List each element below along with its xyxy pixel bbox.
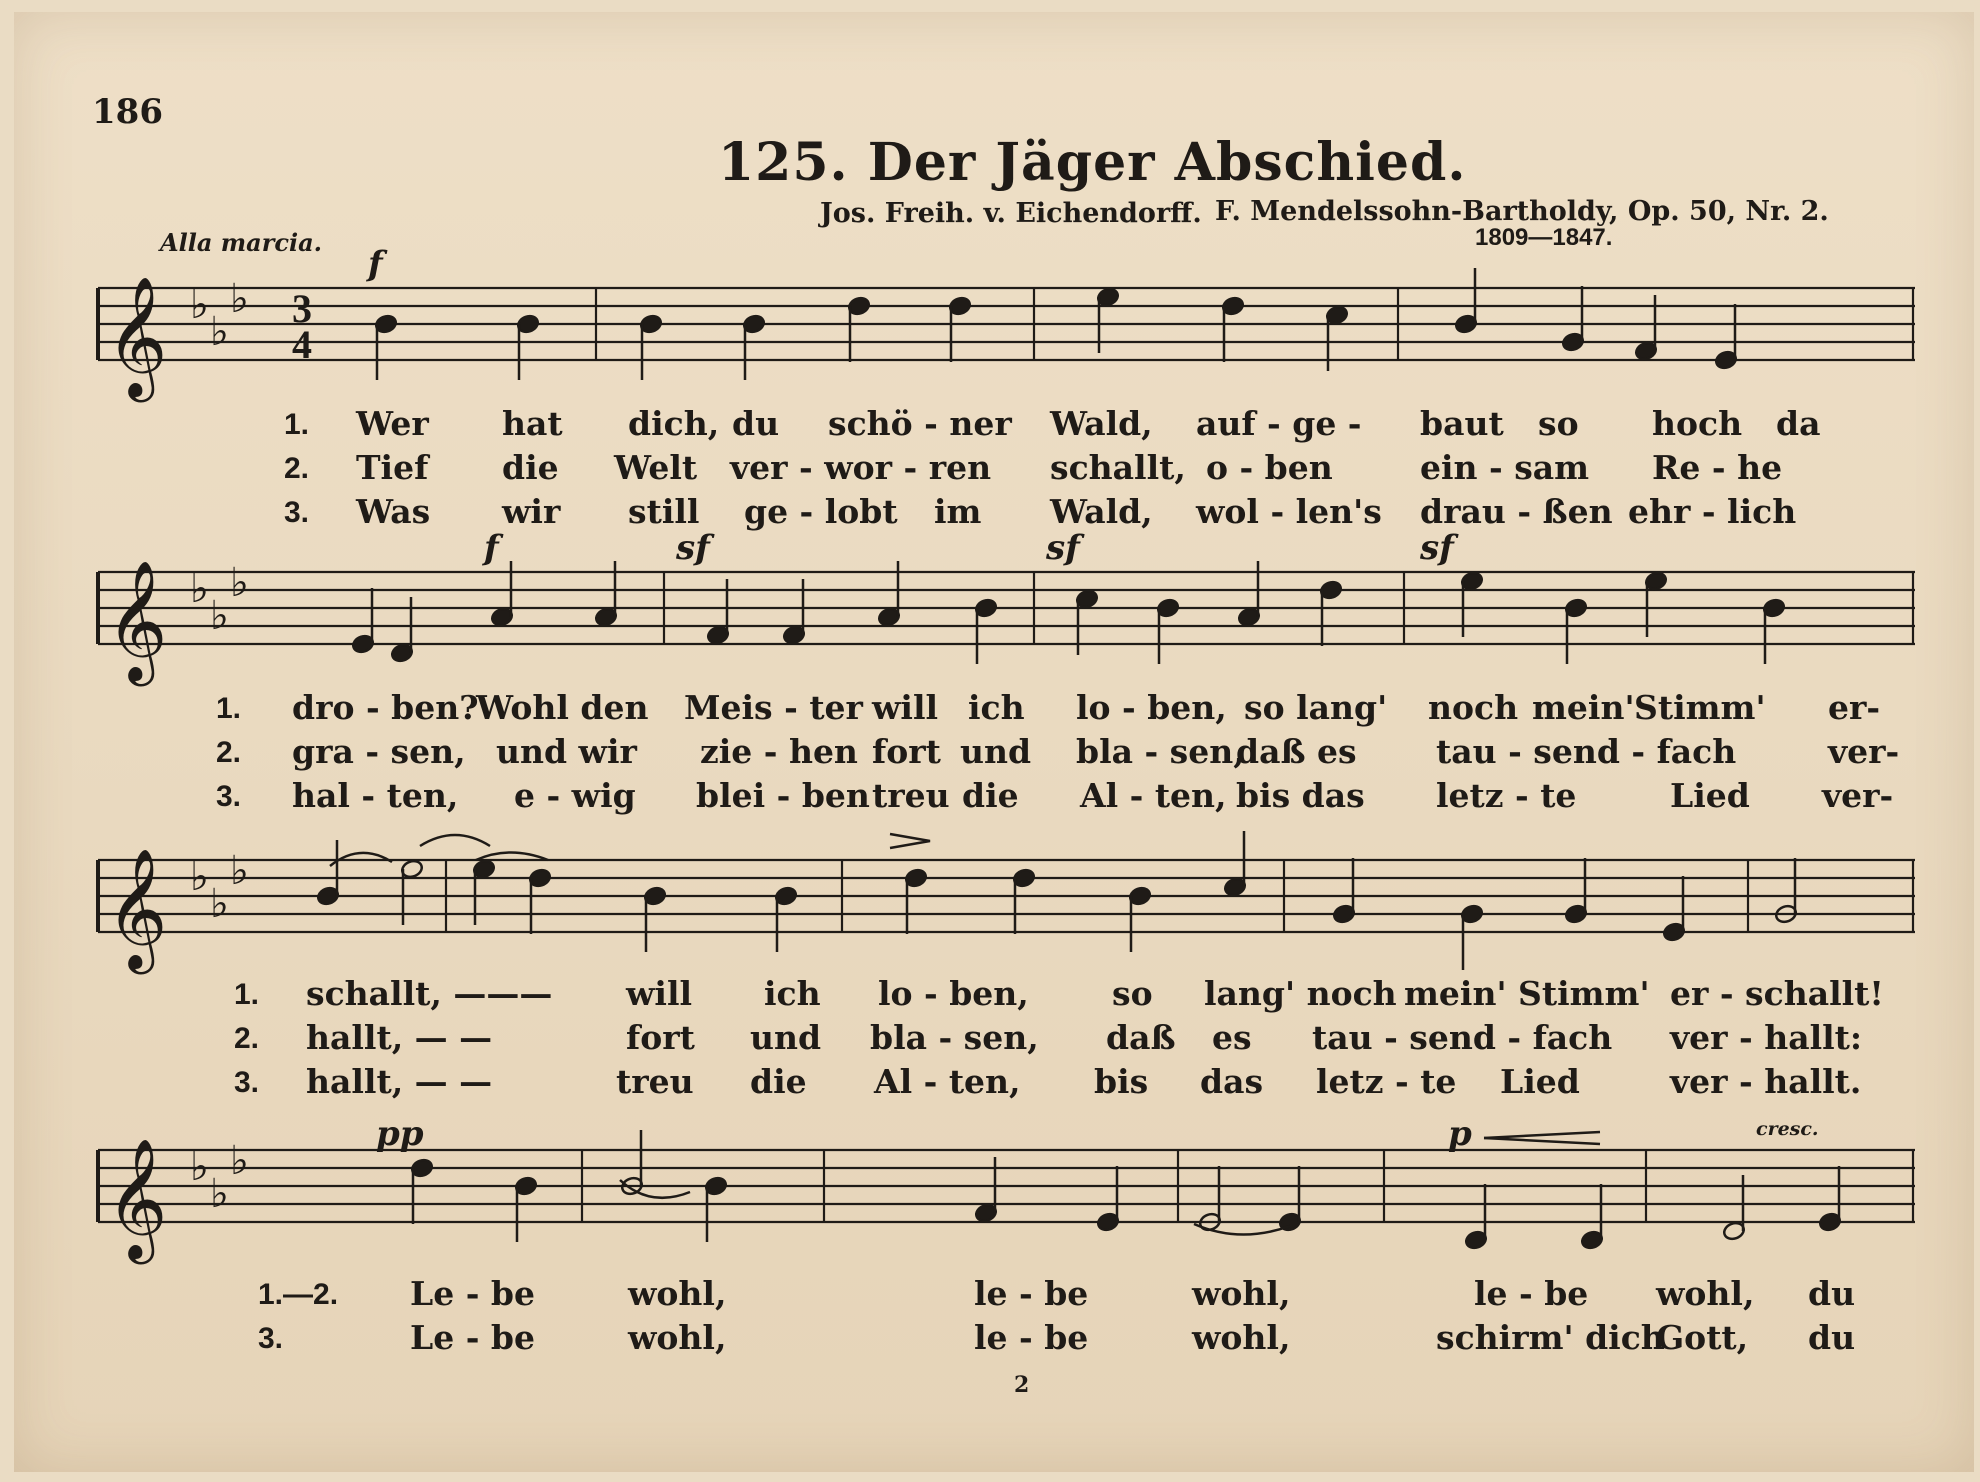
svg-text:♭: ♭ xyxy=(190,566,209,612)
lyric: treu xyxy=(616,1062,694,1101)
lyric: ver - wor - ren xyxy=(730,448,992,487)
lyric: lang' noch xyxy=(1204,974,1397,1013)
lyric: und xyxy=(750,1018,822,1057)
verse-number: 1.—2. xyxy=(258,1278,339,1311)
lyric: Meis - ter xyxy=(684,688,863,727)
lyric: Re - he xyxy=(1652,448,1783,487)
lyric: es xyxy=(1212,1018,1252,1057)
lyric: bis das xyxy=(1236,776,1365,815)
lyric: Stimm' xyxy=(1634,688,1766,727)
poet-credit: Jos. Freih. v. Eichendorff. xyxy=(820,198,1202,229)
lyric: schö - ner xyxy=(828,404,1012,443)
treble-clef-icon: 𝄞 xyxy=(106,559,168,681)
lyric: fort xyxy=(872,732,941,771)
lyric: noch xyxy=(1428,688,1519,727)
lyric: bis xyxy=(1094,1062,1149,1101)
page-number: 186 xyxy=(92,92,163,132)
lyric: die xyxy=(750,1062,807,1101)
verse-number: 3. xyxy=(216,780,242,813)
lyric: er - schallt! xyxy=(1670,974,1884,1013)
treble-clef-icon: 𝄞 xyxy=(106,847,168,969)
lyric: ge - lobt xyxy=(744,492,898,531)
lyric: will xyxy=(626,974,693,1013)
lyric: daß xyxy=(1106,1018,1176,1057)
lyric: und wir xyxy=(496,732,637,771)
dynamic-sforzando: sf xyxy=(1046,528,1080,568)
staff-4 xyxy=(98,1150,1915,1222)
lyric: Al - ten, xyxy=(1080,776,1227,815)
lyric: bla - sen, xyxy=(870,1018,1039,1057)
lyric: Was xyxy=(356,492,431,531)
lyric: letz - te xyxy=(1436,776,1577,815)
dynamic-forte: f xyxy=(368,244,383,284)
lyric: will xyxy=(872,688,939,727)
lyric: du xyxy=(1808,1318,1856,1357)
lyric: lo - ben, xyxy=(1076,688,1227,727)
lyric: tau - send - fach xyxy=(1312,1018,1613,1057)
lyric: wir xyxy=(502,492,561,531)
lyric: da xyxy=(1776,404,1821,443)
lyric: baut xyxy=(1420,404,1504,443)
verse-number: 2. xyxy=(234,1022,260,1055)
staff-3 xyxy=(98,860,1915,932)
svg-text:♭: ♭ xyxy=(210,1171,229,1217)
lyric: wohl, xyxy=(1192,1318,1291,1357)
lyric: ver - hallt: xyxy=(1670,1018,1863,1057)
dynamic-sforzando: sf xyxy=(1420,528,1454,568)
staff-2 xyxy=(98,572,1915,644)
verse-number: 1. xyxy=(216,692,242,725)
lyric: Lied xyxy=(1670,776,1750,815)
lyric: Le - be xyxy=(410,1318,535,1357)
verse-number: 3. xyxy=(234,1066,260,1099)
lyric: Welt xyxy=(614,448,698,487)
lyric: dich, xyxy=(628,404,720,443)
lyric: das xyxy=(1200,1062,1264,1101)
lyric: schallt, ——— xyxy=(306,974,553,1013)
svg-text:♭: ♭ xyxy=(210,593,229,639)
lyric: wohl, xyxy=(1192,1274,1291,1313)
lyric: schirm' dich xyxy=(1436,1318,1665,1357)
composer-years: 1809—1847. xyxy=(1475,224,1613,251)
lyric: wol - len's xyxy=(1196,492,1382,531)
svg-text:♭: ♭ xyxy=(190,854,209,900)
dynamic-sforzando: sf xyxy=(676,528,710,568)
lyric: ver - hallt. xyxy=(1670,1062,1862,1101)
lyric: wohl, xyxy=(1656,1274,1755,1313)
lyric: Wald, xyxy=(1050,492,1153,531)
lyric: ich xyxy=(764,974,821,1013)
lyric: so lang' xyxy=(1244,688,1388,727)
lyric: Gott, xyxy=(1656,1318,1749,1357)
page-signature-mark: 2 xyxy=(1014,1372,1030,1398)
lyric: so xyxy=(1538,404,1579,443)
lyric: Tief xyxy=(356,448,429,487)
lyric: die xyxy=(502,448,559,487)
lyric: du xyxy=(1808,1274,1856,1313)
lyric: le - be xyxy=(1474,1274,1589,1313)
time-signature-top: 3 xyxy=(292,286,312,331)
lyric: hallt, — — xyxy=(306,1062,493,1101)
lyric: treu xyxy=(872,776,950,815)
lyric: ich xyxy=(968,688,1025,727)
lyric: Al - ten, xyxy=(874,1062,1021,1101)
svg-text:♭: ♭ xyxy=(210,309,229,355)
svg-text:♭: ♭ xyxy=(230,848,249,894)
lyric: le - be xyxy=(974,1274,1089,1313)
lyric: ein - sam xyxy=(1420,448,1590,487)
lyric: fort xyxy=(626,1018,695,1057)
lyric: hallt, — — xyxy=(306,1018,493,1057)
lyric: auf - ge - xyxy=(1196,404,1362,443)
svg-text:♭: ♭ xyxy=(230,560,249,606)
lyric: und xyxy=(960,732,1032,771)
svg-text:♭: ♭ xyxy=(230,276,249,322)
lyric: Le - be xyxy=(410,1274,535,1313)
lyric: tau - send - fach xyxy=(1436,732,1737,771)
lyric: daß es xyxy=(1236,732,1357,771)
lyric: mein' Stimm' xyxy=(1404,974,1650,1013)
verse-number: 1. xyxy=(234,978,260,1011)
lyric: ver- xyxy=(1828,732,1900,771)
lyric: schallt, xyxy=(1050,448,1186,487)
tempo-marking: Alla marcia. xyxy=(160,228,322,257)
lyric: gra - sen, xyxy=(292,732,466,771)
verse-number: 3. xyxy=(258,1322,284,1355)
svg-text:♭: ♭ xyxy=(190,282,209,328)
composer-credit: F. Mendelssohn-Bartholdy, Op. 50, Nr. 2. xyxy=(1215,196,1829,227)
lyric: Wer xyxy=(356,404,429,443)
treble-clef-icon: 𝄞 xyxy=(106,275,168,397)
verse-number: 1. xyxy=(284,408,310,441)
lyric: blei - ben xyxy=(696,776,870,815)
lyric: hal - ten, xyxy=(292,776,459,815)
dynamic-pianissimo: pp xyxy=(376,1114,424,1154)
lyric: dro - ben? xyxy=(292,688,479,727)
verse-number: 2. xyxy=(216,736,242,769)
lyric: so xyxy=(1112,974,1153,1013)
lyric: Wald, xyxy=(1050,404,1153,443)
lyric: wohl, xyxy=(628,1274,727,1313)
lyric: wohl, xyxy=(628,1318,727,1357)
lyric: e - wig xyxy=(514,776,636,815)
dynamic-forte: f xyxy=(484,528,499,568)
lyric: ver- xyxy=(1822,776,1894,815)
svg-text:♭: ♭ xyxy=(190,1144,209,1190)
lyric: still xyxy=(628,492,700,531)
lyric: hoch xyxy=(1652,404,1743,443)
treble-clef-icon: 𝄞 xyxy=(106,1137,168,1259)
song-title: 125. Der Jäger Abschied. xyxy=(718,132,1467,193)
lyric: er- xyxy=(1828,688,1881,727)
lyric: o - ben xyxy=(1206,448,1333,487)
lyric: Lied xyxy=(1500,1062,1580,1101)
lyric: du xyxy=(732,404,780,443)
svg-text:♭: ♭ xyxy=(210,881,229,927)
verse-number: 2. xyxy=(284,452,310,485)
lyric: letz - te xyxy=(1316,1062,1457,1101)
crescendo-marking: cresc. xyxy=(1756,1118,1819,1140)
svg-text:♭: ♭ xyxy=(230,1138,249,1184)
lyric: die xyxy=(962,776,1019,815)
lyric: le - be xyxy=(974,1318,1089,1357)
lyric: drau - ßen xyxy=(1420,492,1613,531)
time-signature-bottom: 4 xyxy=(292,322,312,367)
lyric: lo - ben, xyxy=(878,974,1029,1013)
dynamic-piano: p xyxy=(1448,1114,1472,1154)
lyric: hat xyxy=(502,404,563,443)
lyric: bla - sen, xyxy=(1076,732,1245,771)
verse-number: 3. xyxy=(284,496,310,529)
lyric: Wohl den xyxy=(476,688,649,727)
lyric: ehr - lich xyxy=(1628,492,1797,531)
lyric: im xyxy=(934,492,982,531)
lyric: mein' xyxy=(1532,688,1635,727)
lyric: zie - hen xyxy=(700,732,858,771)
